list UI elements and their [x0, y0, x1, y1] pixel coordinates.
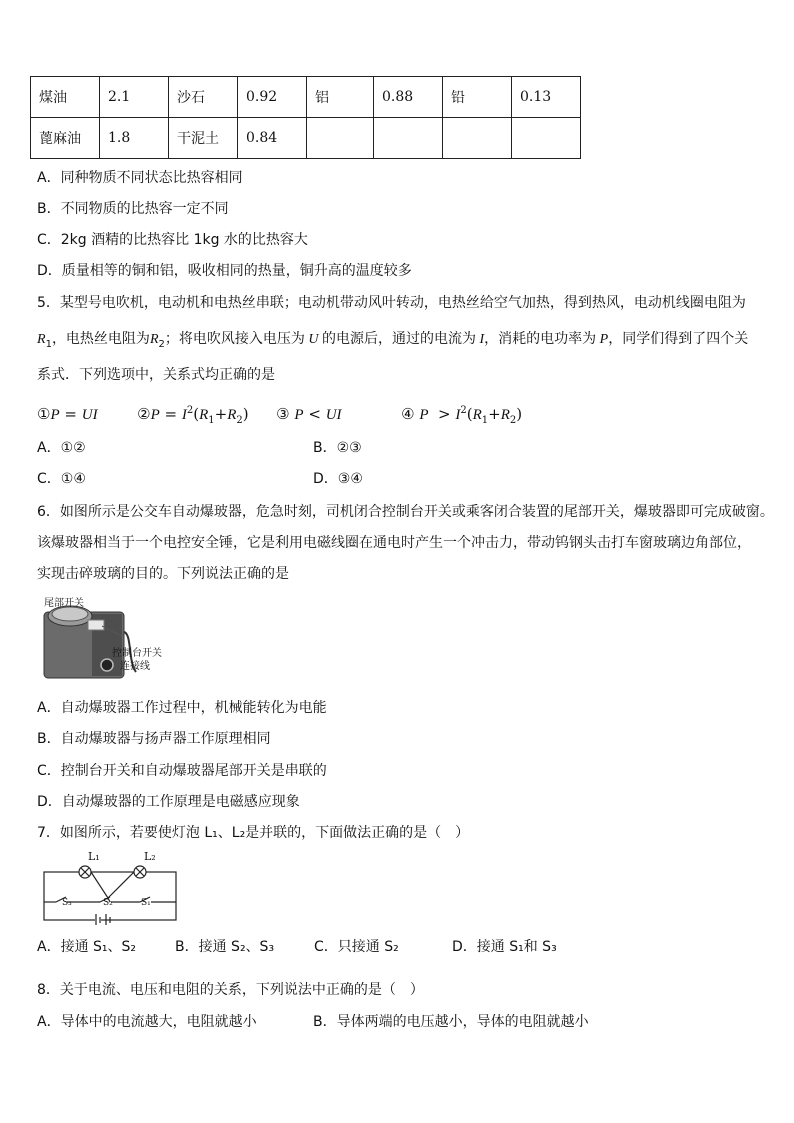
table-cell: 0.92: [238, 77, 307, 118]
q5-option-a: A．①②: [37, 440, 86, 456]
table-cell: 煤油: [31, 77, 100, 118]
q7-option-a: A．接通 S₁、S₂: [37, 939, 137, 955]
switch-s1-label: S₁: [141, 898, 151, 908]
table-cell: [374, 118, 443, 159]
q6-option-d: D．自动爆玻器的工作原理是电磁感应现象: [37, 794, 300, 810]
figure-label-wire: 连接线: [120, 661, 150, 672]
q6-stem-line2: 该爆玻器相当于一个电控安全锤，它是利用电磁线圈在通电时产生一个冲击力，带动钨钢头击打车窗玻璃边角部位，: [37, 535, 751, 551]
q4-option-a: A．同种物质不同状态比热容相同: [37, 170, 243, 186]
table-cell: 铝: [307, 77, 374, 118]
q5-stem-line2: $R_1$，电热丝电阻为$R_2$；将电吹风接入电压为 U 的电源后，通过的电流为 I，消耗的电功率为 P，同学们得到了四个关: [37, 331, 749, 350]
q5-stem-line3: 系式．下列选项中，关系式均正确的是: [37, 367, 275, 383]
table-row: [31, 77, 581, 118]
q5-stem-line1: 5．某型号电吹机，电动机和电热丝串联；电动机带动风叶转动，电热丝给空气加热，得到热风，电动机线圈电阻为: [37, 295, 746, 311]
figure-label-console-switch: 控制台开关: [112, 648, 162, 659]
q6-stem-line3: 实现击碎玻璃的目的。下列说法正确的是: [37, 566, 289, 582]
q7-option-c: C．只接通 S₂: [314, 939, 399, 955]
table-cell: 干泥土: [169, 118, 238, 159]
table-cell: [443, 118, 512, 159]
q4-option-b: B．不同物质的比热容一定不同: [37, 201, 229, 217]
table-cell: 2.1: [100, 77, 169, 118]
table-cell: 0.88: [374, 77, 443, 118]
switch-s3-label: S₃: [62, 898, 72, 908]
table-cell: [512, 118, 581, 159]
q4-option-c: C．2kg 酒精的比热容比 1kg 水的比热容大: [37, 232, 308, 248]
q6-option-c: C．控制台开关和自动爆玻器尾部开关是串联的: [37, 763, 327, 779]
q8-stem: 8．关于电流、电压和电阻的关系，下列说法中正确的是（ ）: [37, 982, 424, 998]
lamp-l1-label: L₁: [88, 850, 100, 863]
q8-option-a: A．导体中的电流越大，电阻就越小: [37, 1014, 257, 1030]
table-cell: 0.84: [238, 118, 307, 159]
table-cell: [307, 118, 374, 159]
q7-stem: 7．如图所示，若要使灯泡 L₁、L₂是并联的，下面做法正确的是（ ）: [37, 825, 470, 841]
q6-option-a: A．自动爆玻器工作过程中，机械能转化为电能: [37, 700, 327, 716]
table-cell: 沙石: [169, 77, 238, 118]
table-cell: 蓖麻油: [31, 118, 100, 159]
q7-option-d: D．接通 S₁和 S₃: [452, 939, 557, 955]
q8-option-b: B．导体两端的电压越小，导体的电阻就越小: [313, 1014, 589, 1030]
q4-option-d: D．质量相等的铜和铝，吸收相同的热量，铜升高的温度较多: [37, 263, 412, 279]
switch-s2-label: S₂: [103, 898, 113, 908]
specific-heat-table: [30, 76, 581, 159]
q5-option-d: D．③④: [313, 471, 363, 487]
q6-stem-line1: 6．如图所示是公交车自动爆玻器，危急时刻，司机闭合控制台开关或乘客闭合装置的尾部开关，爆玻器即可完成破窗。: [37, 504, 774, 520]
q5-formulas: ①P = UI ②P = $I^2(R_1+R_2)$ ③ P < UI ④ $P > I^2(R_1+R_2)$: [37, 405, 523, 426]
table-cell: 0.13: [512, 77, 581, 118]
lamp-l2-label: L₂: [144, 850, 156, 863]
q5-option-b: B．②③: [313, 440, 362, 456]
q5-option-c: C．①④: [37, 471, 86, 487]
table-cell: 铅: [443, 77, 512, 118]
circuit-diagram: [40, 850, 180, 925]
q7-option-b: B．接通 S₂、S₃: [175, 939, 275, 955]
table-row: [31, 118, 581, 159]
table-cell: 1.8: [100, 118, 169, 159]
figure-label-tail-switch: 尾部开关: [44, 598, 84, 609]
q6-option-b: B．自动爆玻器与扬声器工作原理相同: [37, 731, 271, 747]
